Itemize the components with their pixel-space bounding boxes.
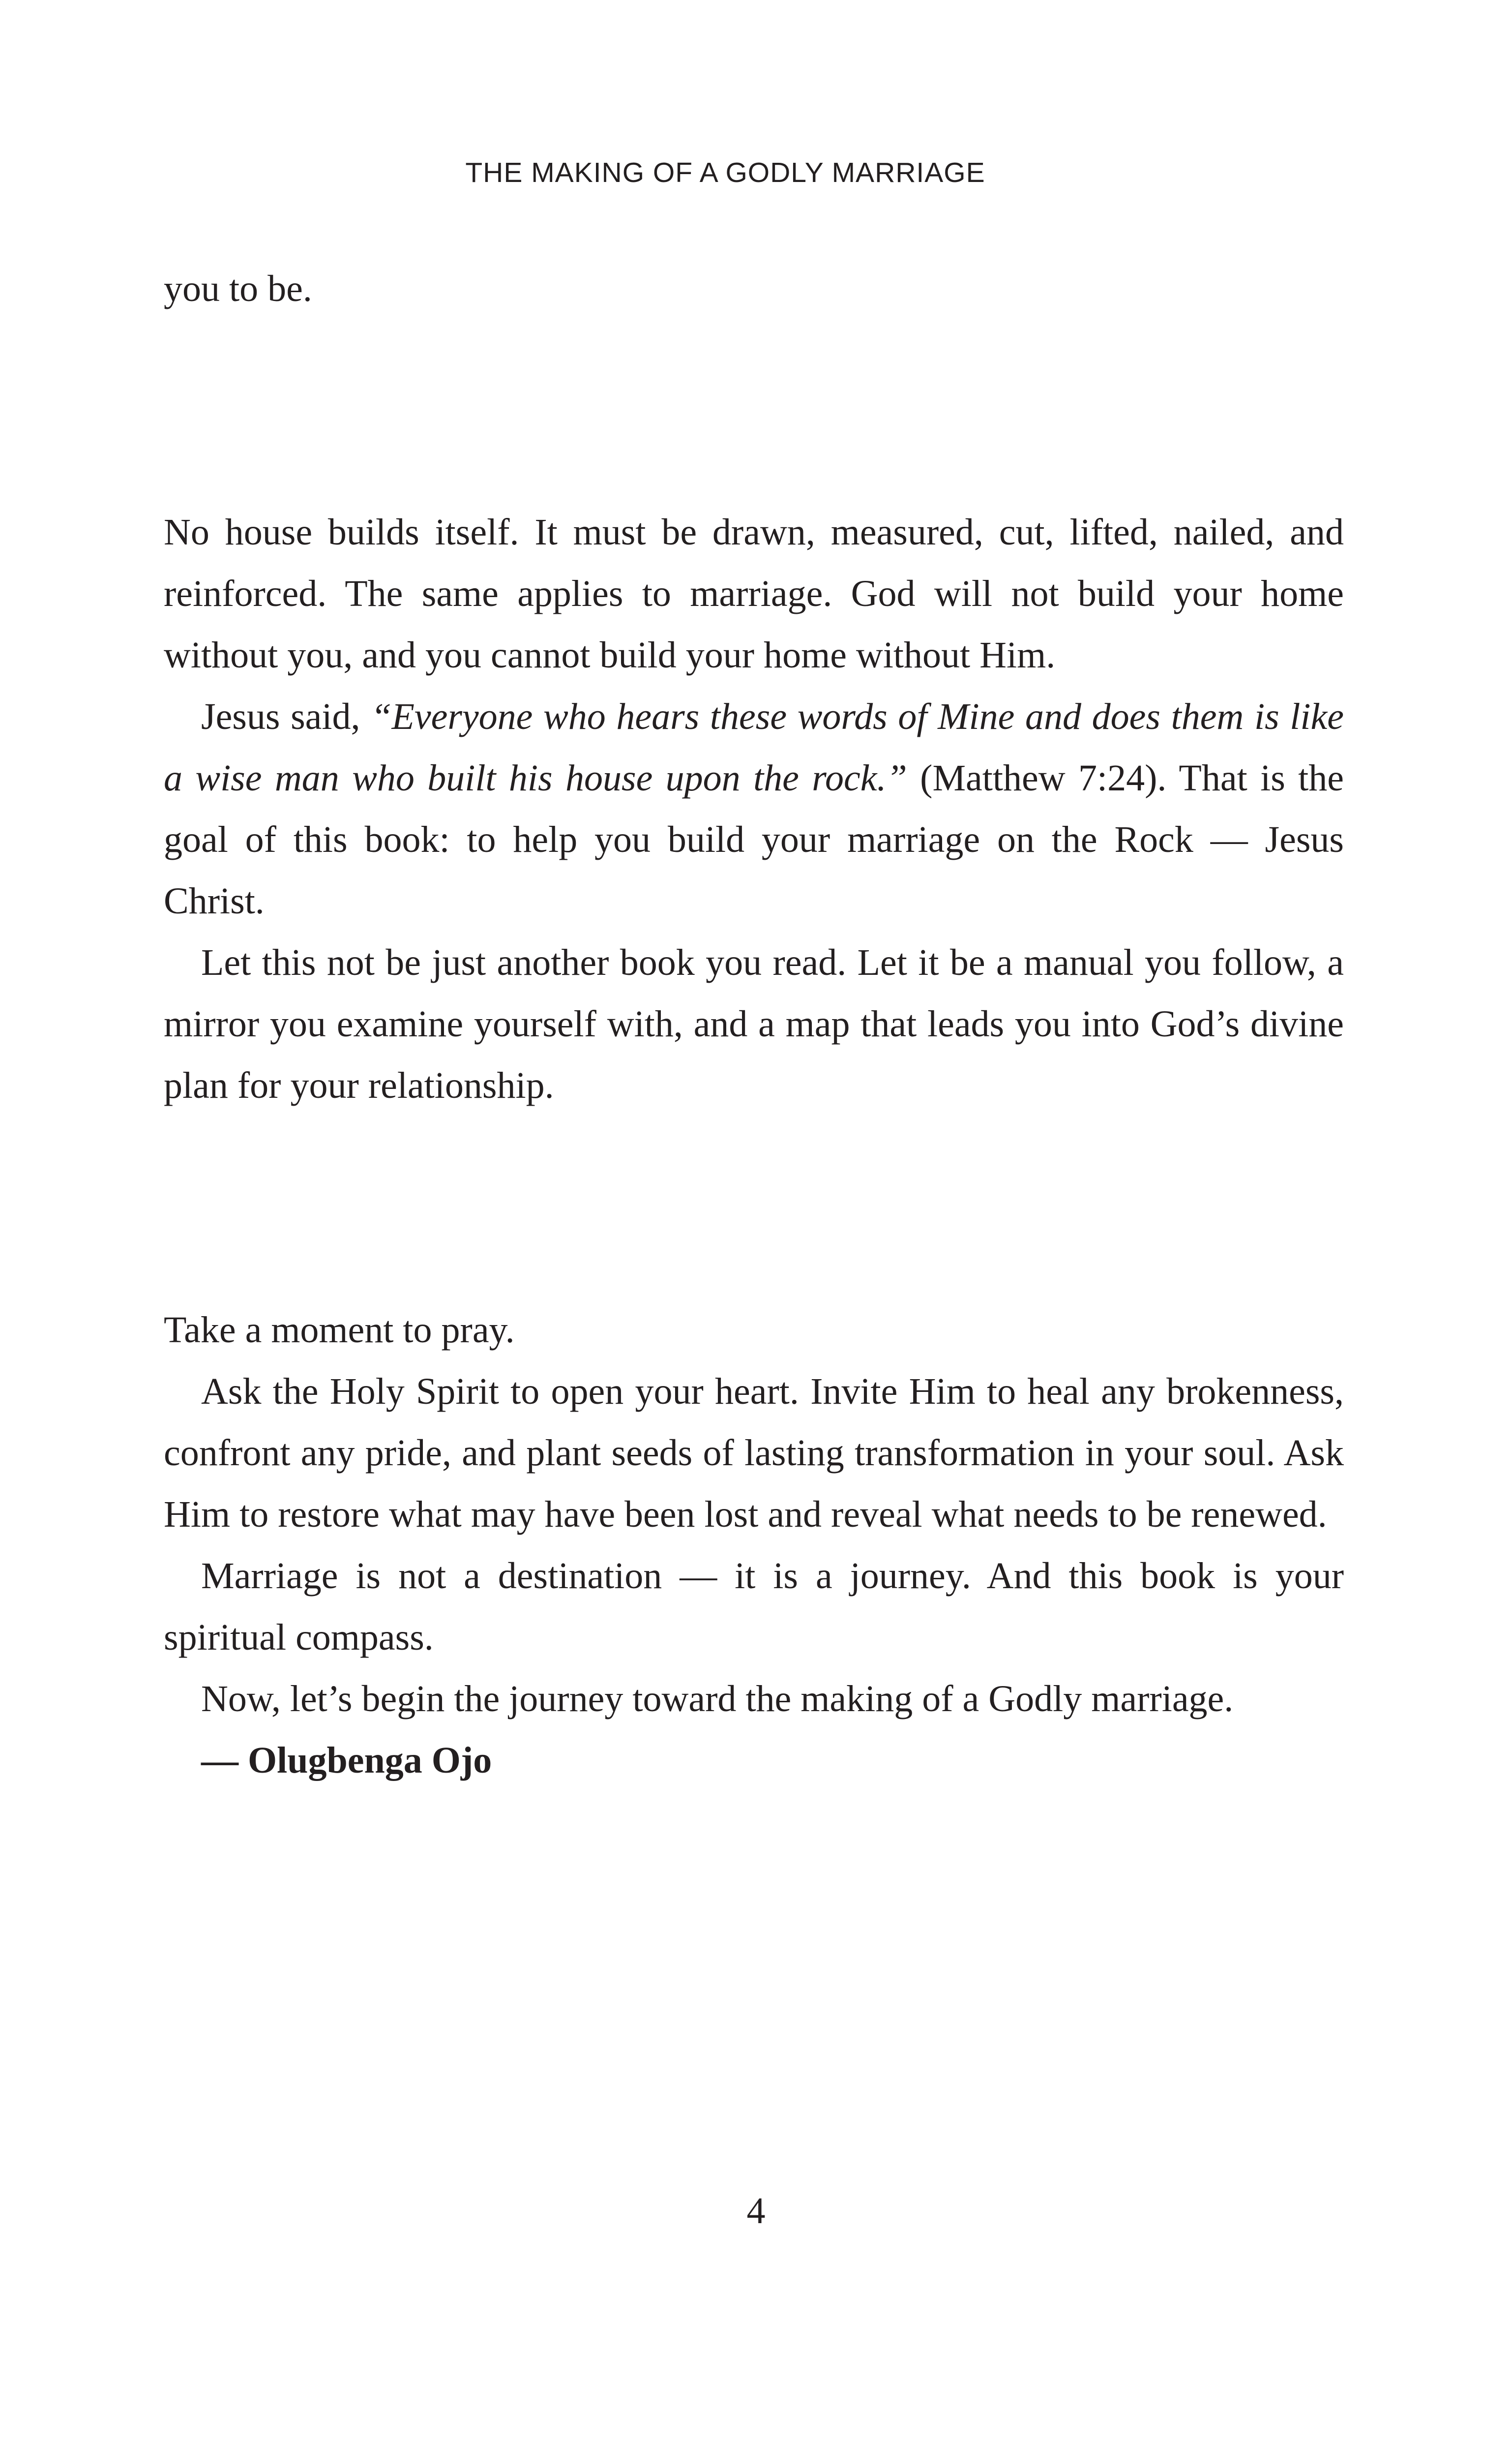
section-2 [164,1299,1344,1791]
continuation-block [164,258,1344,320]
paragraph-house-builds: No house builds itself. It must be drawn, measured, cut, lifted, nailed, and reinforced. The same applies to marriage. God will not build your home without you, and you cannot build your home without Him. [164,512,1344,676]
scripture-quote: “Everyone who hears these words of Mine and does them is like a wise man who built his house upon the rock.” [164,696,1344,799]
jesus-said-lead: Jesus said, [201,696,371,737]
jesus-said-tail: (Matthew 7:24). That is the goal of this book: to help you build your marriage on the Rock — Jesus Christ. [164,757,1344,922]
page-number: 4 [746,2190,766,2232]
paragraph-jesus-said [164,686,1344,932]
paragraph-manual: Let this not be just another book you read. Let it be a manual you follow, a mirror you examine yourself with, and a map that leads you into God’s divine plan for your relationship. [164,942,1344,1106]
author-signature: — Olugbenga Ojo [201,1740,492,1781]
paragraph-journey: Marriage is not a destination — it is a journey. And this book is your spiritual compass. [164,1555,1344,1658]
paragraph-pray: Take a moment to pray. [164,1309,515,1351]
paragraph-holy-spirit: Ask the Holy Spirit to open your heart. Invite Him to heal any brokenness, confront any pride, and plant seeds of lasting transformation in your soul. Ask Him to restore what may have been lost and reveal what needs to be renewed. [164,1371,1344,1535]
section-1 [164,502,1344,1116]
paragraph-begin: Now, let’s begin the journey toward the making of a Godly marriage. [201,1678,1234,1719]
running-header: THE MAKING OF A GODLY MARRIAGE [465,157,985,188]
continuation-paragraph: you to be. [164,268,312,309]
